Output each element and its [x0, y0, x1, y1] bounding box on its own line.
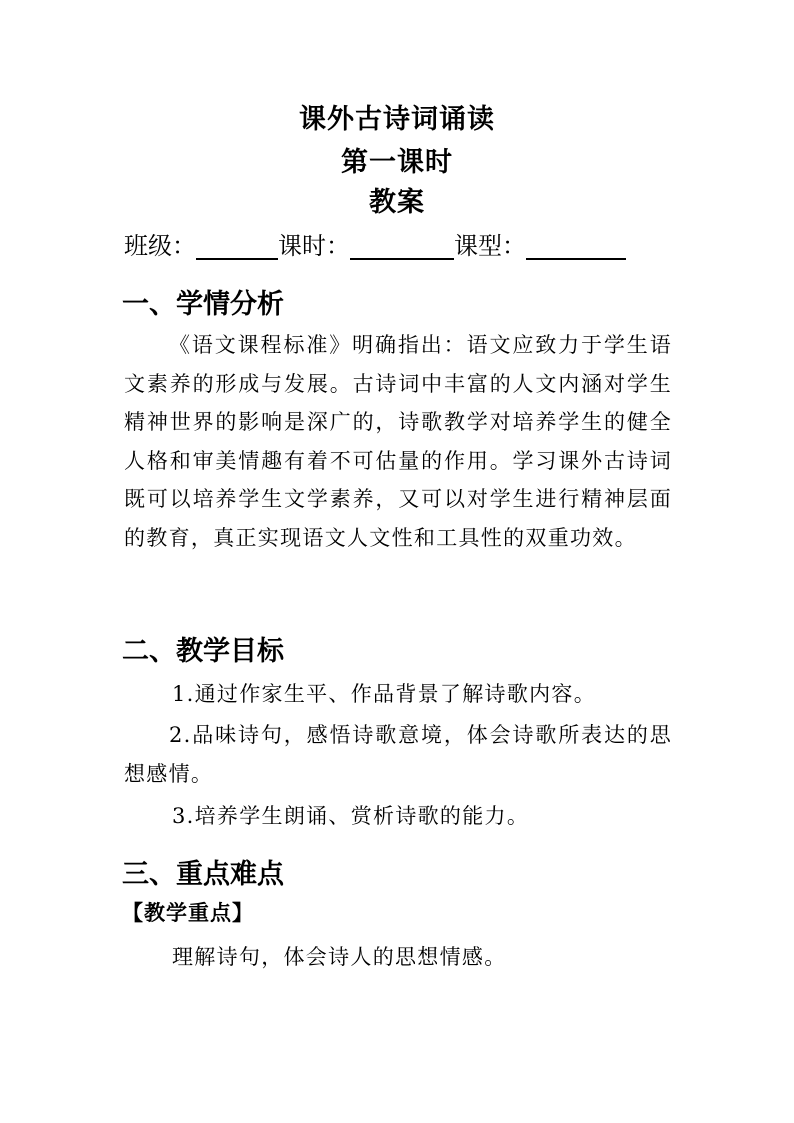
document-title: 课外古诗词诵读	[299, 104, 495, 135]
goal-item-3: 3.培养学生朗诵、赏析诗歌的能力。	[172, 804, 530, 828]
document-type: 教案	[369, 187, 425, 218]
section-heading-key-points: 三、重点难点	[122, 859, 284, 890]
lesson-type-label: 课型：	[454, 232, 526, 260]
key-points-paragraph: 理解诗句，体会诗人的思想情感。	[172, 945, 507, 969]
class-label: 班级：	[124, 232, 196, 260]
class-blank-field	[196, 228, 278, 260]
key-points-subheading: 【教学重点】	[122, 900, 254, 925]
period-label: 课时：	[278, 232, 350, 260]
goal-item-1: 1.通过作家生平、作品背景了解诗歌内容。	[172, 682, 597, 706]
analysis-paragraph: 《语文课程标准》明确指出：语文应致力于学生语文素养的形成与发展。古诗词中丰富的人文内涵对学生精神世界的影响是深广的，诗歌教学对培养学生的健全人格和审美情趣有着不可估量的作用。学习课外古诗词既可以培养学生文学素养，又可以对学生进行精神层面的教育，真正实现语文人文性和工具性的双重功效。	[124, 333, 672, 550]
lesson-type-blank-field	[526, 228, 626, 260]
goal-item-2: 2.品味诗句，感悟诗歌意境，体会诗歌所表达的思想感情。	[124, 723, 672, 786]
section-heading-goals: 二、教学目标	[122, 636, 284, 667]
lesson-meta-row	[124, 228, 684, 264]
section-heading-analysis: 一、学情分析	[122, 289, 284, 320]
period-blank-field	[350, 228, 454, 260]
document-subtitle: 第一课时	[341, 147, 453, 178]
